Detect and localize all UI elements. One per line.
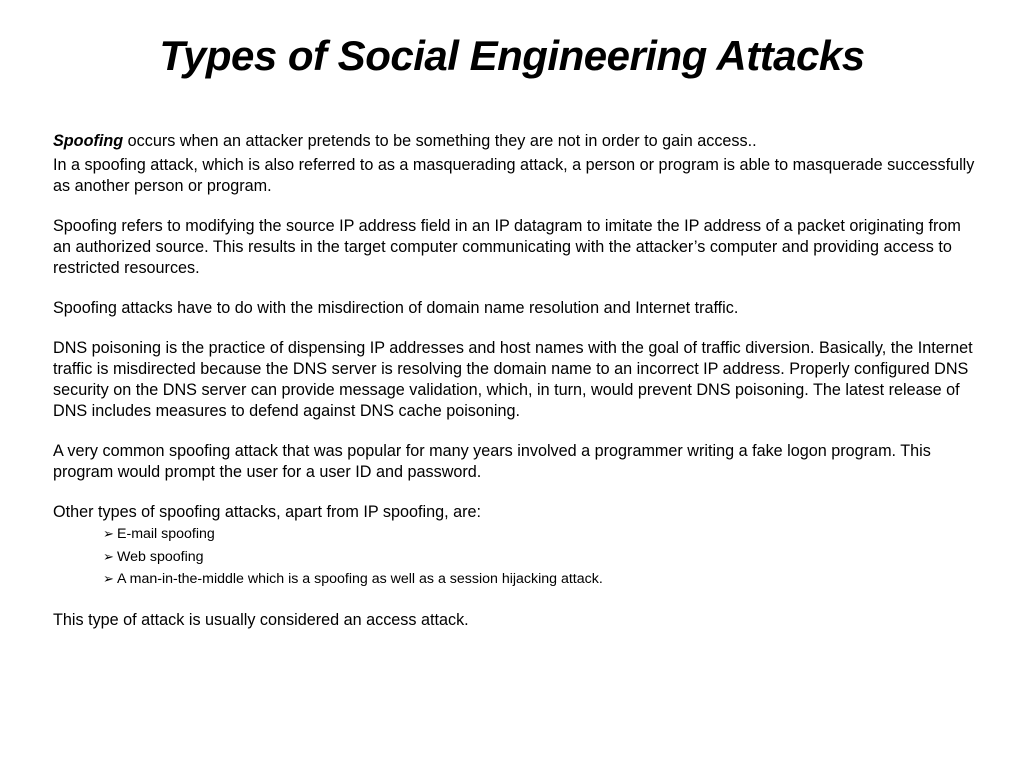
intro-paragraph [53,131,983,152]
arrow-bullet-icon: ➢ [103,571,114,586]
arrow-bullet-icon: ➢ [103,526,114,541]
spoofing-term: Spoofing [53,132,124,150]
spacer [53,483,983,502]
list-item-text: E-mail spoofing [117,526,215,542]
slide-title: Types of Social Engineering Attacks [159,32,865,79]
spoofing-types-list [53,523,983,591]
fake-logon-paragraph: A very common spoofing attack that was popular for many years involved a programmer writing a fake logon program. This program would prompt the user for a user ID and password. [53,442,931,481]
ip-spoofing-paragraph: Spoofing refers to modifying the source IP address field in an IP datagram to imitate the IP address of a packet originating from an authorized source. This results in the target computer communicating with the attacker’s computer and providing access to restricted resources. [53,217,961,277]
list-item-text: Web spoofing [117,548,204,565]
list-item-text: A man-in-the-middle which is a spoofing as well as a session hijacking attack. [117,571,603,587]
misdirection-paragraph: Spoofing attacks have to do with the misdirection of domain name resolution and Internet traffic. [53,299,739,317]
list-item [103,546,983,569]
dns-poisoning-paragraph: DNS poisoning is the practice of dispensing IP addresses and host names with the goal of traffic diversion. Basically, the Internet traffic is misdirected because the DNS server is resolving the domain name to an incorrect IP address. Properly configured DNS security on the DNS server can provide message validation, which, in turn, would prevent DNS poisoning. The latest release of DNS includes measures to defend against DNS cache poisoning. [53,339,973,420]
masquerade-paragraph: In a spoofing attack, which is also referred to as a masquerading attack, a person or program is able to masquerade successfully as another person or program. [53,156,975,195]
arrow-bullet-icon: ➢ [103,548,114,564]
spacer [53,279,983,298]
spacer [53,591,983,610]
list-item [103,568,983,591]
other-types-paragraph: Other types of spoofing attacks, apart from IP spoofing, are: [53,503,481,521]
spacer [53,319,983,338]
intro-text: occurs when an attacker pretends to be something they are not in order to gain access.. [123,132,757,150]
spacer [53,422,983,441]
slide-body [53,131,983,631]
spacer [53,197,983,216]
closing-paragraph: This type of attack is usually considered an access attack. [53,610,469,629]
list-item [103,523,983,546]
